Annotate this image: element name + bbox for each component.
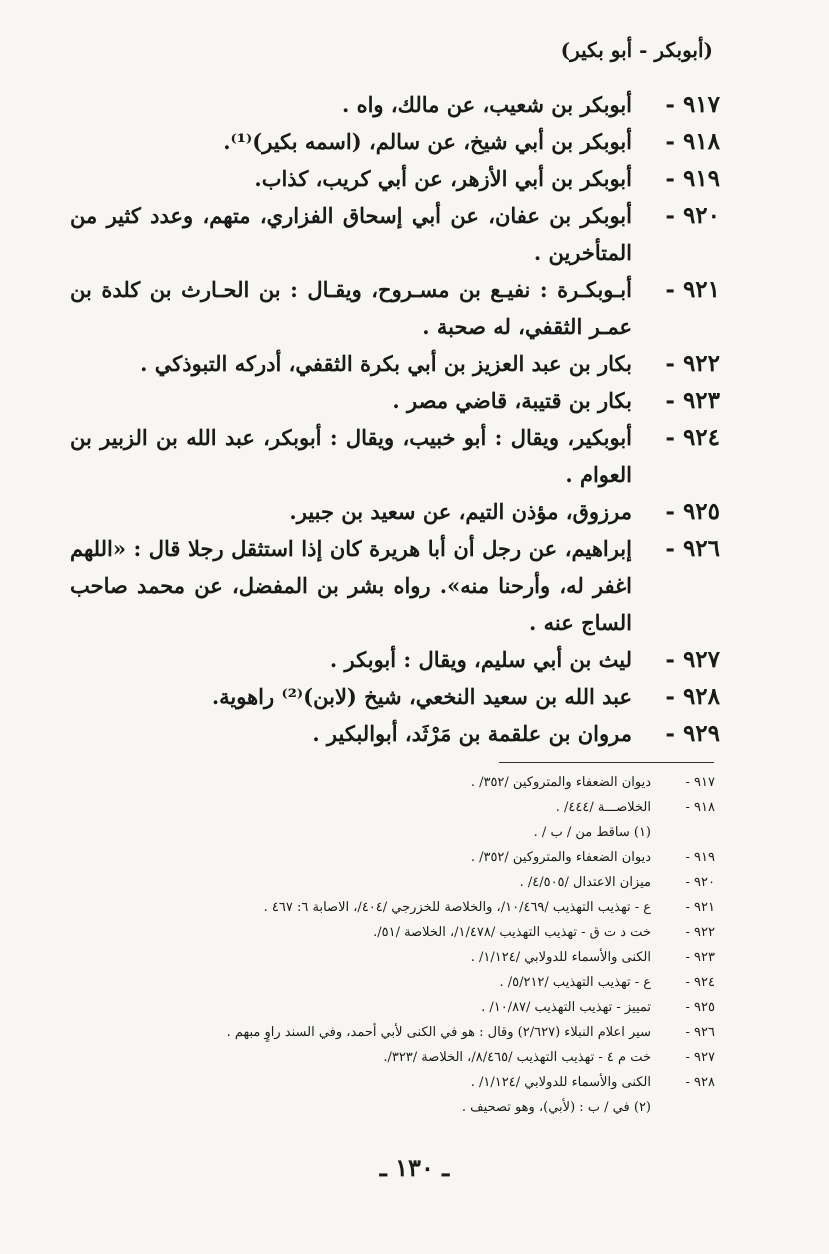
footnote (150, 1070, 715, 1095)
footnote-text: ديوان الضعفاء والمتروكين /٣٥٢/ . (470, 850, 651, 865)
entry-number: ٩٢٩ - (665, 720, 720, 747)
entry-924 (70, 419, 720, 493)
entry-917 (70, 86, 720, 123)
entry-number: ٩١٩ - (665, 165, 720, 192)
footnote (150, 795, 715, 820)
footnote-number: ٩٢٣ - (685, 950, 715, 965)
entry-919 (70, 160, 720, 197)
footnote (150, 1045, 715, 1070)
footnote-number: ٩٢٧ - (685, 1050, 715, 1065)
entry-text: أبوبكر بن عفان، عن أبي إسحاق الفزاري، متهم، وعدد كثير من المتأخرين . (70, 203, 632, 265)
entry-text: أبوبكر بن أبي الأزهر، عن أبي كريب، كذاب. (254, 166, 632, 191)
entry-text: مروان بن علقمة بن مَرْثَد، أبوالبكير . (312, 721, 632, 746)
footnote (150, 1020, 715, 1045)
footnote-text: (١) ساقط من / ب / . (533, 825, 651, 840)
entry-text: أبوبكر بن شعيب، عن مالك، واه . (341, 92, 632, 117)
entry-number: ٩١٨ - (665, 128, 720, 155)
footnote (150, 920, 715, 945)
footnote (150, 770, 715, 795)
footnote-number: ٩٢٥ - (685, 1000, 715, 1015)
entry-925 (70, 493, 720, 530)
footnote-text: خت م ٤ - تهذيب التهذيب /٨/٤٦٥/، الخلاصة /٣٢٣/. (383, 1050, 651, 1065)
entries-list (70, 86, 720, 752)
footnote (150, 945, 715, 970)
footnote-text: الخلاصـــة /٤٤٤/ . (555, 800, 651, 815)
entry-text: أبوبكر بن أبي شيخ، عن سالم، (اسمه بكير)⁽¹⁾. (223, 129, 632, 154)
entry-number: ٩١٧ - (665, 91, 720, 118)
footnote-text: الكنى والأسماء للدولابي /١/١٢٤/ . (470, 1075, 651, 1090)
entry-928 (70, 678, 720, 715)
entry-927 (70, 641, 720, 678)
footnote-number: ٩٢٤ - (685, 975, 715, 990)
footnote-separator (499, 762, 714, 763)
footnote-text: ع - تهذيب التهذيب /٥/٢١٢/ . (499, 975, 651, 990)
entry-text: عبد الله بن سعيد النخعي، شيخ (لابن)⁽²⁾ راهوية. (211, 684, 632, 709)
entry-number: ٩٢٨ - (665, 683, 720, 710)
footnote (150, 1095, 715, 1120)
footnote-text: ع - تهذيب التهذيب /١٠/٤٦٩/، والخلاصة للخزرجي /٤٠٤/، الاصابة ٦: ٤٦٧ . (263, 900, 651, 915)
entry-number: ٩٢٢ - (665, 350, 720, 377)
entry-number: ٩٢٤ - (665, 424, 720, 451)
footnote (150, 820, 715, 845)
footnote-text: الكنى والأسماء للدولابي /١/١٢٤/ . (470, 950, 651, 965)
entry-text: بكار بن قتيبة، قاضي مصر . (392, 388, 632, 413)
footnote (150, 845, 715, 870)
entry-text: ليث بن أبي سليم، ويقال : أبوبكر . (329, 647, 632, 672)
entry-918 (70, 123, 720, 160)
footnote (150, 895, 715, 920)
footnote-number: ٩١٨ - (685, 800, 715, 815)
footnote-text: خت د ت ق - تهذيب التهذيب /١/٤٧٨/، الخلاصة /٥١/. (373, 925, 651, 940)
entry-text: إبراهيم، عن رجل أن أبا هريرة كان إذا استثقل رجلا قال : «اللهم اغفر له، وأرحنا منه». رواه بشر بن المفضل، عن محمد صاحب الساج عنه . (70, 536, 632, 635)
footnote-number: ٩٢٨ - (685, 1075, 715, 1090)
footnote-number: ٩٢٢ - (685, 925, 715, 940)
entry-number: ٩٢٧ - (665, 646, 720, 673)
footnote-text: تمييز - تهذيب التهذيب /١٠/٨٧/ . (481, 1000, 651, 1015)
page-number: ـ ١٣٠ ـ (379, 1153, 450, 1182)
footnote (150, 870, 715, 895)
entry-922 (70, 345, 720, 382)
footnote-number: ٩١٧ - (685, 775, 715, 790)
entry-number: ٩٢٦ - (665, 535, 720, 562)
footnote-number: ٩٢٠ - (685, 875, 715, 890)
entry-text: مرزوق، مؤذن التيم، عن سعيد بن جبير. (289, 499, 632, 524)
entry-number: ٩٢٣ - (665, 387, 720, 414)
entry-number: ٩٢١ - (665, 276, 720, 303)
footnote-number: ٩٢٦ - (685, 1025, 715, 1040)
entry-926 (70, 530, 720, 641)
entry-921 (70, 271, 720, 345)
footnote-text: ميزان الاعتدال /٤/٥٠٥/ . (519, 875, 651, 890)
footnote (150, 995, 715, 1020)
entry-920 (70, 197, 720, 271)
entry-number: ٩٢٥ - (665, 498, 720, 525)
entry-929 (70, 715, 720, 752)
footnote-number: ٩١٩ - (685, 850, 715, 865)
entry-923 (70, 382, 720, 419)
entry-number: ٩٢٠ - (665, 202, 720, 229)
entry-text: أبـوبكـرة : نفيـع بن مسـروح، ويقـال : بن الحـارث بن كلدة بن عمـر الثقفي، له صحبة . (70, 277, 632, 339)
running-head: (أبوبكر - أبو بكير) (560, 38, 713, 62)
footnote-text: (٢) في / ب : (لأبي)، وهو تصحيف . (461, 1100, 651, 1115)
footnote-number: ٩٢١ - (685, 900, 715, 915)
footnote (150, 970, 715, 995)
footnote-text: ديوان الضعفاء والمتروكين /٣٥٢/ . (470, 775, 651, 790)
footnote-text: سير اعلام النبلاء (٢/٦٢٧) وقال : هو في الكنى لأبي أحمد، وفي السند راوٍ مبهم . (226, 1025, 651, 1040)
entry-text: أبوبكير، ويقال : أبو خبيب، ويقال : أبوبكر، عبد الله بن الزبير بن العوام . (70, 425, 632, 487)
entry-text: بكار بن عبد العزيز بن أبي بكرة الثقفي، أدركه التبوذكي . (140, 351, 632, 376)
footnotes-list (150, 770, 715, 1120)
